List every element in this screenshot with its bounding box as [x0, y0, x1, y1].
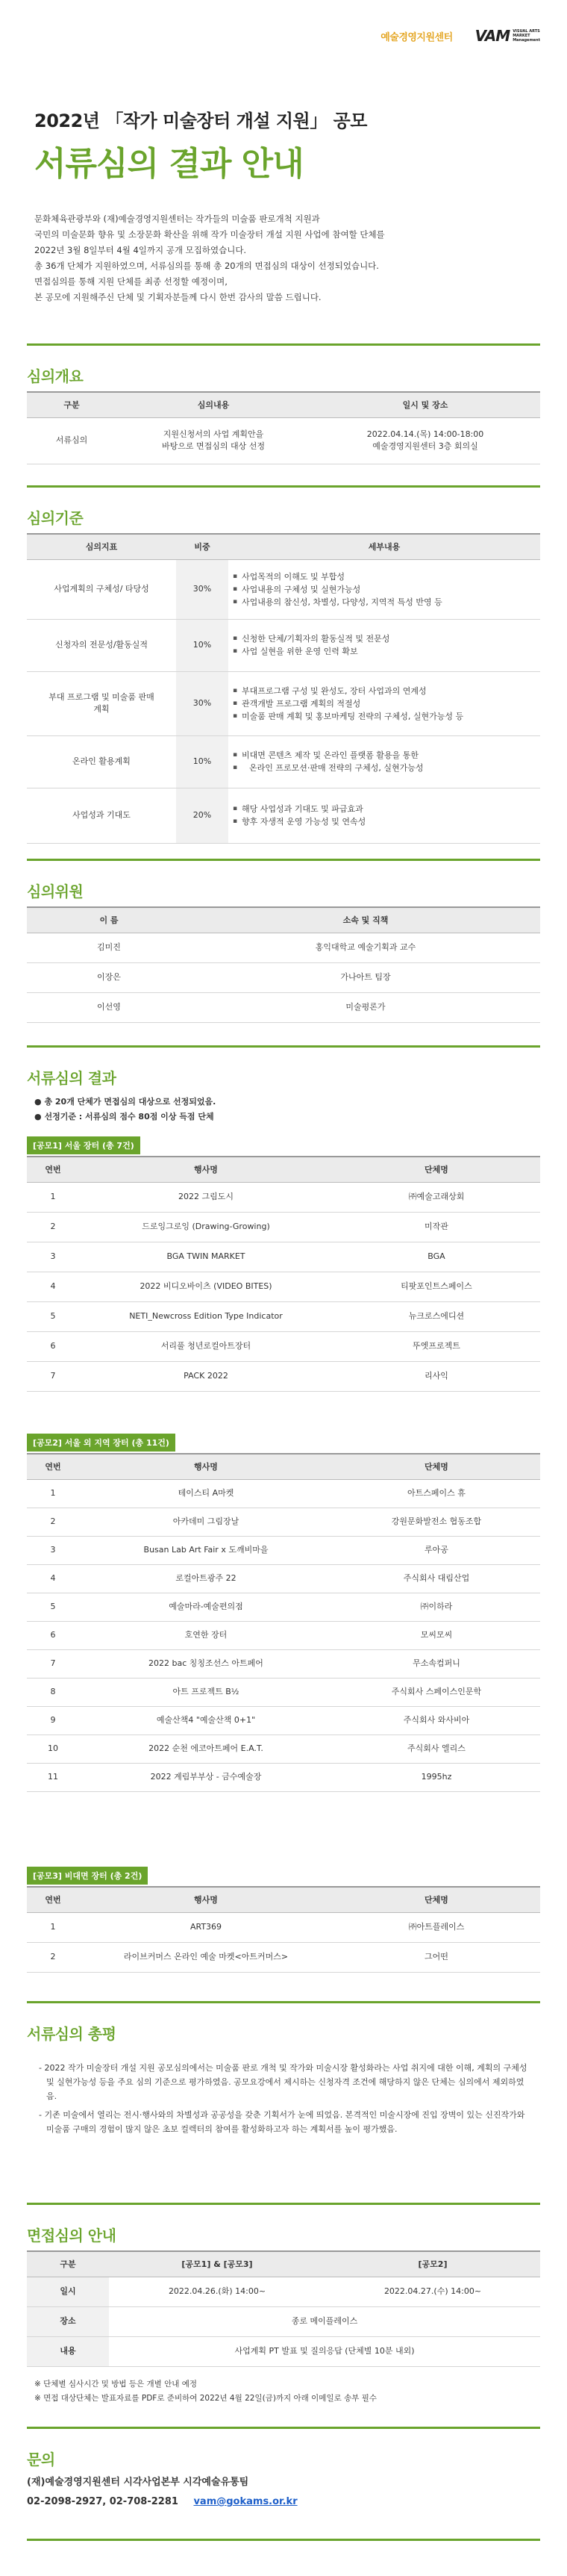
table-row: 1 ART369 ㈜아트플레이스: [27, 1912, 540, 1942]
section-divider: [27, 2203, 540, 2205]
section-title-contact: 문의: [27, 2451, 55, 2468]
contact-phone: 02-2098-2927, 02-708-2281: [27, 2496, 178, 2507]
criteria-table: 심의지표 비중 세부내용 사업계획의 구체성/ 타당성 30% ▪ 사업목적의 이해도 및 부합성 ▪ 사업내용의 구체성 및 실현가능성 ▪ 사업내용의 참신성, 차별성, 다양성, 지역적 특성 반영 등 신청자의 전문성/활동실적 10% ▪ 신청한 단체/기획자의 활동실적 및 전문성 ▪ 사업 실현을 위한 운영 인력 확보 부대 프로그램 및 미술품 판매 계획 30% ▪ 부대프로그램 구성 및 완성도, 장터 사업과의 연계성 ▪ 관객개발 프로그램 계획의 적절성 ▪ 미술품 판매 계획 및 홍보마케팅 전략의 구체성, 실현가능성 등 온라인 활용계획 10% ▪ 비대면 콘텐츠 제작 및 온라인 플랫폼 활용을 통한 ▪ 온라인 프로모션·판매 전략의 구체성, 실현가능성 사업성과 기대도 20% ▪ 해당 사업성과 기대도 및 파급효과 ▪ 향후 자생적 운영 가능성 및 연속성: [27, 533, 540, 844]
section-title-interview: 면접심의 안내: [27, 2227, 116, 2244]
table-row: 신청자의 전문성/활동실적 10% ▪ 신청한 단체/기획자의 활동실적 및 전문성 ▪ 사업 실현을 위한 운영 인력 확보: [27, 619, 540, 671]
table-row: 부대 프로그램 및 미술품 판매 계획 30% ▪ 부대프로그램 구성 및 완성도, 장터 사업과의 연계성 ▪ 관객개발 프로그램 계획의 적절성 ▪ 미술품 판매 계획 및 홍보마케팅 전략의 구체성, 실현가능성 등: [27, 671, 540, 735]
table-row: 사업성과 기대도 20% ▪ 해당 사업성과 기대도 및 파급효과 ▪ 향후 자생적 운영 가능성 및 연속성: [27, 788, 540, 843]
table-row: 11 2022 계림부부상 - 금수예술장 1995hz: [27, 1763, 540, 1791]
logo-bar: [380, 27, 540, 45]
table-row: 1 2022 그림도시 ㈜예술고래상회: [27, 1182, 540, 1212]
table-row: 2 드로잉그로잉 (Drawing-Growing) 미작관: [27, 1212, 540, 1242]
section-title-overview: 심의개요: [27, 367, 84, 385]
table-row: 온라인 활용계획 10% ▪ 비대면 콘텐츠 제작 및 온라인 플랫폼 활용을 통한 ▪ 온라인 프로모션·판매 전략의 구체성, 실현가능성: [27, 735, 540, 788]
table-row: 2 라이브커머스 온라인 예술 마켓<아트커머스> 그어떤: [27, 1942, 540, 1972]
group-badge-online: [공모3] 비대면 장터 (총 2건): [27, 1867, 148, 1885]
page-subtitle: 2022년 「작가 미술장터 개설 지원」 공모: [34, 111, 367, 131]
results-notes: ● 총 20개 단체가 면접심의 대상으로 선정되었음. ● 선정기준 : 서류심의 점수 80점 이상 득점 단체: [34, 1097, 216, 1121]
table-row: 5 예술마라-예술편의점 ㈜이하라: [27, 1593, 540, 1621]
section-divider: [27, 343, 540, 346]
group-badge-regional: [공모2] 서울 외 지역 장터 (총 11건): [27, 1434, 175, 1452]
table-row: 2 아카데미 그림장날 강원문화발전소 협동조합: [27, 1508, 540, 1536]
overview-table: 구분 심의내용 일시 및 장소 서류심의 지원신청서의 사업 계획안을 바탕으로 면접심의 대상 선정 2022.04.14.(목) 14:00-18:00 예술경영지원센터 3층 회의실: [27, 391, 540, 464]
contact-email-link[interactable]: vam@gokams.or.kr: [193, 2496, 298, 2507]
table-row: 1 테이스티 A마켓 아트스페이스 휴: [27, 1479, 540, 1508]
group-badge-seoul: [공모1] 서울 장터 (총 7건): [27, 1136, 140, 1154]
intro-text: 문화체육관광부와 (재)예술경영지원센터는 작가들의 미술품 판로개척 지원과 국민의 미술문화 향유 및 소장문화 확산을 위해 작가 미술장터 개설 지원 사업에 참여할 단체를 2022년 3월 8일부터 4월 4일까지 공개 모집하였습니다. 총 36개 단체가 지원하였으며, 서류심의를 통해 총 20개의 면접심의 대상이 선정되었습니다. 면접심의를 통해 지원 단체를 최종 선정할 예정이며, 본 공모에 지원해주신 단체 및 기획자분들께 다시 한번 감사의 말씀 드립니다.: [34, 214, 385, 302]
table-row: 4 로컬아트광주 22 주식회사 대림산업: [27, 1564, 540, 1593]
vam-logo: VAM VISUAL ARTS MARKET Management: [474, 27, 540, 45]
header: [34, 106, 534, 305]
table-row: 4 2022 비디오바이츠 (VIDEO BITES) 티팟포인트스페이스: [27, 1272, 540, 1301]
results-table-regional: 연번 행사명 단체명 1 테이스티 A마켓 아트스페이스 휴 2 아카데미 그림장날 강원문화발전소 협동조합 3 Busan Lab Art Fair x 도깨비마을 루아공 4 로컬아트광주 22 주식회사 대림산업 5 예술마라-예술편의점 ㈜이하라 6 호연한 장터 모씨모씨 7 2022 bac 칭칭조선스 아트페어 무소속컴퍼니 8 아트 프로젝트 B½ 주식회사 스페이스인문학 9 예술산책4 "예술산책 0+1" 주식회사 와사비아 10 2022 순천 에코아트페어 E.A.T. 주식회사 엘리스 11 2022 계림부부상 - 금수예술장 1995hz: [27, 1453, 540, 1792]
table-row: 6 호연한 장터 모씨모씨: [27, 1621, 540, 1649]
section-divider: [27, 1045, 540, 1048]
table-row: 5 NETI_Newcross Edition Type Indicator 뉴크로스에디션: [27, 1301, 540, 1331]
table-row: 7 PACK 2022 리사익: [27, 1361, 540, 1391]
interview-notes: ※ 단체별 심사시간 및 방법 등은 개별 안내 예정 ※ 면접 대상단체는 발표자료를 PDF로 준비하여 2022년 4월 22일(금)까지 아래 이메일로 송부 필수: [34, 2380, 377, 2403]
kams-logo: 예술경영지원센터: [380, 31, 453, 43]
section-divider: [27, 2001, 540, 2003]
committee-table: 이 름 소속 및 직책 김미진 홍익대학교 예술기획과 교수 이장은 가나아트 팀장 이선영 미술평론가: [27, 906, 540, 1023]
page-title: 서류심의 결과 안내: [34, 145, 304, 183]
summary-text: - 2022 작가 미술장터 개설 지원 공모심의에서는 미술품 판로 개척 및 작가와 미술시장 활성화라는 사업 취지에 대한 이해, 계획의 구체성 및 실현가능성 등을 주요 심의 기준으로 평가하였음. 공모요강에서 제시하는 신청자격 조건에 해당하지 않은 단체는 심의에서 제외하였음. - 기존 미술에서 열리는 전시·행사와의 차별성과 공공성을 갖춘 기획서가 눈에 띄었음. 본격적인 미술시장에 진입 장벽이 있는 신진작가와 미술품 구매의 경험이 많지 않은 초보 컬렉터의 참여를 활성화하고자 하는 계획서를 높이 평가했음.: [39, 2063, 527, 2134]
section-title-criteria: 심의기준: [27, 509, 84, 527]
contact-org: (재)예술경영지원센터 시각사업본부 시각예술유통팀: [27, 2477, 249, 2488]
table-row: 8 아트 프로젝트 B½ 주식회사 스페이스인문학: [27, 1678, 540, 1706]
contact-info: [27, 2473, 298, 2512]
section-divider: [27, 2427, 540, 2429]
table-row: 사업계획의 구체성/ 타당성 30% ▪ 사업목적의 이해도 및 부합성 ▪ 사업내용의 구체성 및 실현가능성 ▪ 사업내용의 참신성, 차별성, 다양성, 지역적 특성 반영 등: [27, 559, 540, 619]
table-row: 일시 2022.04.26.(화) 14:00~ 2022.04.27.(수) 14:00~: [27, 2277, 540, 2306]
table-row: 3 Busan Lab Art Fair x 도깨비마을 루아공: [27, 1536, 540, 1564]
interview-table: 구분 [공모1] & [공모3] [공모2] 일시 2022.04.26.(화) 14:00~ 2022.04.27.(수) 14:00~ 장소 종로 메이플레이스 내용 사업계획 PT 발표 및 질의응답 (단체별 10분 내외): [27, 2250, 540, 2367]
table-row: 3 BGA TWIN MARKET BGA: [27, 1242, 540, 1272]
section-divider: [27, 859, 540, 861]
results-table-online: 연번 행사명 단체명 1 ART369 ㈜아트플레이스 2 라이브커머스 온라인 예술 마켓<아트커머스> 그어떤: [27, 1886, 540, 1973]
section-title-summary: 서류심의 총평: [27, 2025, 116, 2043]
section-divider: [27, 485, 540, 488]
table-row: 10 2022 순천 에코아트페어 E.A.T. 주식회사 엘리스: [27, 1735, 540, 1763]
table-row: 9 예술산책4 "예술산책 0+1" 주식회사 와사비아: [27, 1706, 540, 1735]
section-title-committee: 심의위원: [27, 883, 84, 900]
table-row: 이선영 미술평론가: [27, 992, 540, 1022]
table-row: 내용 사업계획 PT 발표 및 질의응답 (단체별 10분 내외): [27, 2336, 540, 2366]
table-row: 7 2022 bac 칭칭조선스 아트페어 무소속컴퍼니: [27, 1649, 540, 1678]
section-title-results: 서류심의 결과: [27, 1069, 116, 1087]
table-row: 6 서리풀 청년로컬아트장터 뚜엣프로젝트: [27, 1331, 540, 1361]
table-row: 장소 종로 메이플레이스: [27, 2306, 540, 2336]
table-row: 이장은 가나아트 팀장: [27, 962, 540, 992]
section-divider: [27, 2539, 540, 2541]
results-table-seoul: 연번 행사명 단체명 1 2022 그림도시 ㈜예술고래상회 2 드로잉그로잉 (Drawing-Growing) 미작관 3 BGA TWIN MARKET BGA 4 2022 비디오바이츠 (VIDEO BITES) 티팟포인트스페이스 5 NETI_Newcross Edition Type Indicator 뉴크로스에디션 6 서리풀 청년로컬아트장터 뚜엣프로젝트 7 PACK 2022 리사익: [27, 1156, 540, 1392]
table-row: 김미진 홍익대학교 예술기획과 교수: [27, 933, 540, 962]
